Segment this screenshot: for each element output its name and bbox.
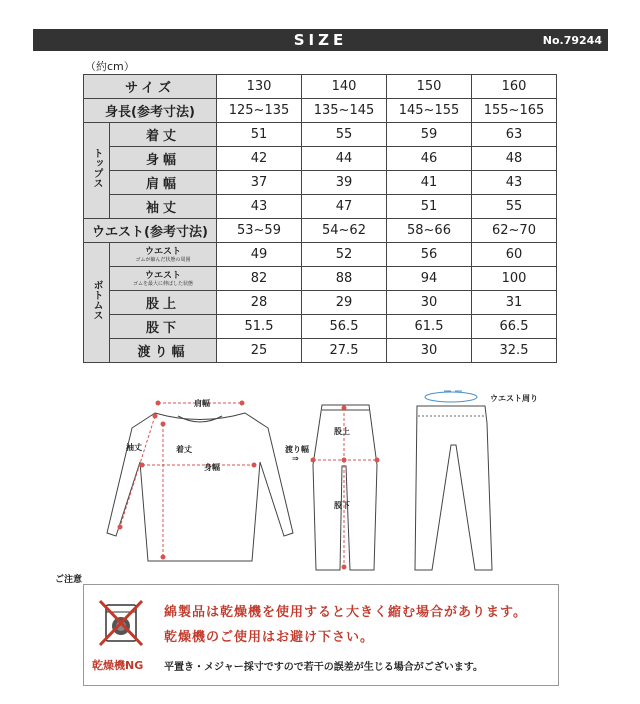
table-cell: 49 — [217, 243, 302, 267]
table-cell: 42 — [217, 147, 302, 171]
size-title: SIZE — [293, 31, 348, 49]
table-cell: 25 — [217, 339, 302, 363]
measurement-note: 平置き・メジャー採寸ですので若干の誤差が生じる場合がございます。 — [164, 662, 483, 673]
width-label: 身幅 — [204, 463, 220, 472]
size-col: 150 — [387, 75, 472, 99]
table-cell: 66.5 — [472, 315, 557, 339]
table-cell: 44 — [302, 147, 387, 171]
table-cell: 37 — [217, 171, 302, 195]
table-cell: 43 — [217, 195, 302, 219]
measure-dot — [342, 406, 347, 411]
waist-ref-label: ウエスト(参考寸法) — [84, 219, 217, 243]
warning-line-2: 乾燥機のご使用はお避け下さい。 — [164, 630, 375, 645]
row-label-sub: ゴムが縮んだ状態の周囲 — [135, 257, 191, 263]
caution-heading: ご注意 — [55, 575, 83, 585]
table-cell: 63 — [472, 123, 557, 147]
table-cell: 55 — [302, 123, 387, 147]
dryer-ng-label: 乾燥機NG — [92, 659, 144, 672]
table-cell: 94 — [387, 267, 472, 291]
measure-dot — [118, 525, 123, 530]
size-col: 130 — [217, 75, 302, 99]
table-cell: 52 — [302, 243, 387, 267]
table-cell: 43 — [472, 171, 557, 195]
table-cell: 30 — [387, 339, 472, 363]
height-label: 身長(参考寸法) — [84, 99, 217, 123]
table-cell: 82 — [217, 267, 302, 291]
table-cell: 32.5 — [472, 339, 557, 363]
bottoms-group-text: ボトムス — [91, 280, 102, 320]
measure-dot — [342, 565, 347, 570]
warning-line-1: 綿製品は乾燥機を使用すると大きく縮む場合があります。 — [164, 605, 527, 620]
row-label-main: ウエスト — [144, 247, 181, 257]
thigh-label: 渡り幅 — [285, 445, 309, 454]
sleeve-label: 袖丈 — [126, 443, 142, 452]
thigh-arrow: ⇒ — [292, 454, 299, 463]
row-label: 肩幅 — [110, 171, 217, 195]
table-cell: 28 — [217, 291, 302, 315]
no-dryer-icon — [98, 599, 144, 647]
waist-around-label: ウエスト周り — [490, 394, 538, 403]
table-cell: 135~145 — [302, 99, 387, 123]
table-cell: 53~59 — [217, 219, 302, 243]
row-label: 渡り幅 — [110, 339, 217, 363]
table-cell: 125~135 — [217, 99, 302, 123]
table-cell: 88 — [302, 267, 387, 291]
length-label: 着丈 — [176, 445, 192, 454]
table-cell: 31 — [472, 291, 557, 315]
measure-dot — [153, 414, 158, 419]
table-cell: 41 — [387, 171, 472, 195]
measure-dot — [140, 463, 145, 468]
table-cell: 51 — [387, 195, 472, 219]
tshirt-outline — [107, 413, 293, 561]
table-cell: 51 — [217, 123, 302, 147]
measure-dot — [161, 555, 166, 560]
measure-dot — [252, 463, 257, 468]
measure-dot — [156, 401, 161, 406]
table-cell: 47 — [302, 195, 387, 219]
table-cell: 39 — [302, 171, 387, 195]
table-cell: 100 — [472, 267, 557, 291]
shoulder-label: 肩幅 — [194, 399, 210, 408]
table-cell: 155~165 — [472, 99, 557, 123]
row-label-sub: ゴムを最大に伸ばした状態 — [132, 281, 193, 287]
table-cell: 56.5 — [302, 315, 387, 339]
table-cell: 54~62 — [302, 219, 387, 243]
table-cell: 58~66 — [387, 219, 472, 243]
rise-label: 股上 — [334, 427, 350, 436]
table-cell: 30 — [387, 291, 472, 315]
waist-measure — [425, 392, 477, 402]
table-cell: 29 — [302, 291, 387, 315]
table-cell: 56 — [387, 243, 472, 267]
measure-dot — [240, 401, 245, 406]
table-cell: 51.5 — [217, 315, 302, 339]
size-col: 140 — [302, 75, 387, 99]
row-label: 着丈 — [110, 123, 217, 147]
row-label: 身幅 — [110, 147, 217, 171]
table-cell: 59 — [387, 123, 472, 147]
measure-dot — [161, 422, 166, 427]
leggings-outline — [415, 406, 492, 570]
product-number: No.79244 — [542, 34, 602, 47]
table-cell: 62~70 — [472, 219, 557, 243]
tops-group-text: トップス — [91, 148, 102, 188]
inseam-label: 股下 — [334, 501, 350, 510]
measure-dot — [311, 458, 316, 463]
row-label: 股上 — [110, 291, 217, 315]
row-label: 股下 — [110, 315, 217, 339]
caution-box — [83, 584, 559, 686]
size-col: 160 — [472, 75, 557, 99]
size-header-label: サイズ — [84, 75, 217, 99]
table-cell: 48 — [472, 147, 557, 171]
table-cell: 27.5 — [302, 339, 387, 363]
table-cell: 145~155 — [387, 99, 472, 123]
row-label: 袖丈 — [110, 195, 217, 219]
measure-dot — [342, 458, 347, 463]
table-cell: 60 — [472, 243, 557, 267]
row-label-main: ウエスト — [144, 271, 181, 281]
table-cell: 55 — [472, 195, 557, 219]
unit-label: （約cm） — [85, 60, 135, 73]
table-cell: 46 — [387, 147, 472, 171]
table-cell: 61.5 — [387, 315, 472, 339]
measure-dot — [375, 458, 380, 463]
